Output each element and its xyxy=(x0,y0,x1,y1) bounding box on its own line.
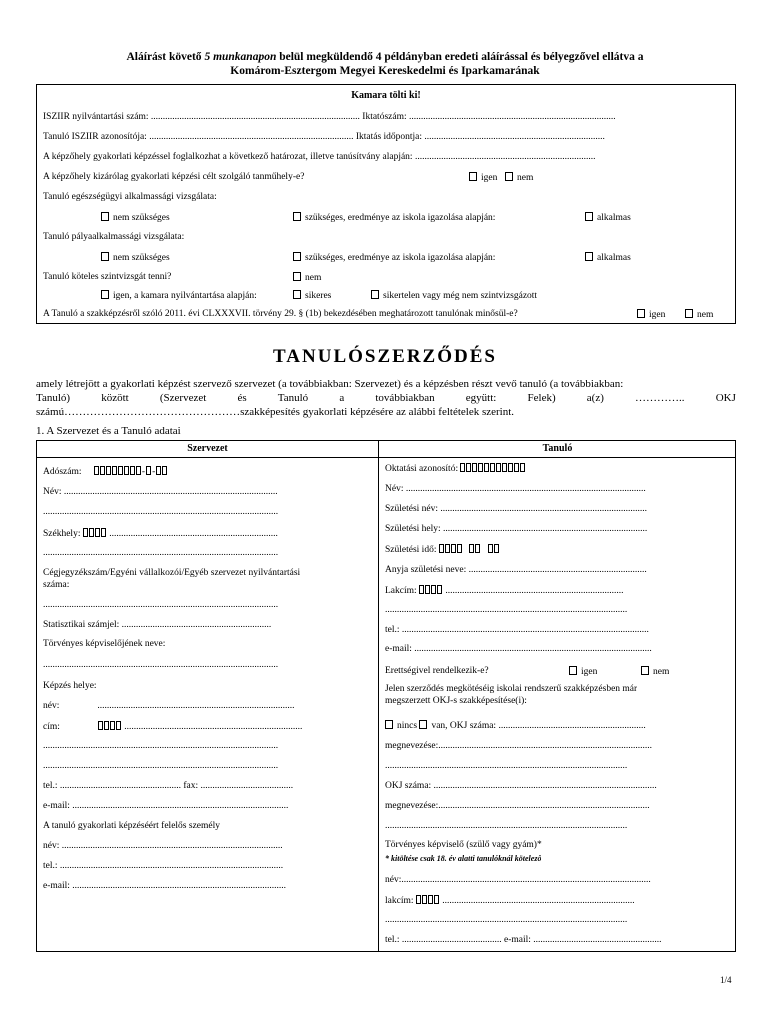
checkbox[interactable] xyxy=(101,212,109,221)
header-divider xyxy=(37,457,735,458)
kepzohely-field[interactable]: A képzőhely gyakorlati képzéssel foglalkozhat a következő határozat, illetve tanúsítvány alapján: ............................................................................ xyxy=(43,152,596,162)
kepviselo-nev-field[interactable]: név:......................................................................................................... xyxy=(385,875,651,885)
field-label: Születési idő: xyxy=(385,545,437,555)
intro-word: a xyxy=(339,392,345,404)
document-title: TANULÓSZERZŐDÉS xyxy=(273,346,497,367)
tanmuhely-nem[interactable] xyxy=(505,172,533,183)
cegjegyzek-label-2: száma: xyxy=(43,580,70,590)
checkbox[interactable] xyxy=(101,252,109,261)
okj-question-2: megszerzett OKJ-s szakképesítése(i): xyxy=(385,696,527,706)
szekhely-field[interactable] xyxy=(43,528,278,539)
felelos-email-field[interactable]: e-mail: .......................................................................................... xyxy=(43,881,287,891)
intro-line-3: számú…………………………………………szakképesítés gyakorlati képzésére az alábbi feltételek szerint. xyxy=(36,406,515,418)
megnevezese-cont[interactable]: ...................................................................................................... xyxy=(385,761,628,771)
field-label: Lakcím: xyxy=(385,586,417,596)
checkbox[interactable] xyxy=(371,290,379,299)
szuletesi-nev-field[interactable]: Születési név: ....................................................................................... xyxy=(385,504,648,514)
cegjegyzek-field[interactable]: ................................................................................................... xyxy=(43,600,279,610)
option-label: szükséges, eredménye az iskola igazolása alapján: xyxy=(305,213,496,223)
option-label: nem xyxy=(305,273,322,283)
field-label: cím: xyxy=(43,722,60,732)
chamber-box-title: Kamara tölti ki! xyxy=(351,90,421,101)
torvenyes-label: Törvényes képviselőjének neve: xyxy=(43,639,166,649)
intro-blank[interactable]: ………….. xyxy=(635,392,685,404)
felelos-nev-field[interactable]: név: ............................................................................................. xyxy=(43,841,283,851)
field-label: Adószám: xyxy=(43,467,82,477)
checkbox[interactable] xyxy=(293,272,301,281)
tel-fax-field[interactable]: tel.: ................................................... fax: ....................................... xyxy=(43,781,294,791)
egeszseg-alkalmas[interactable] xyxy=(585,212,631,223)
header xyxy=(0,50,770,78)
checkbox[interactable] xyxy=(637,309,645,318)
checkbox[interactable] xyxy=(293,290,301,299)
tanulo-nev-field[interactable]: Név: ..................................................................................................... xyxy=(385,484,646,494)
kepzes-cim-field[interactable] xyxy=(43,721,302,732)
intro-word: OKJ xyxy=(715,392,736,404)
statisztikai-field[interactable]: Statisztikai számjel: ............................................................... xyxy=(43,620,272,630)
erettsegi-nem[interactable] xyxy=(641,666,669,677)
option-label: sikeres xyxy=(305,291,332,301)
checkbox[interactable] xyxy=(469,172,477,181)
anyja-nev-field[interactable]: Anyja születési neve: ........................................................................... xyxy=(385,565,647,575)
szakkepzes-igen[interactable] xyxy=(637,309,665,320)
tanmuhely-question: A képzőhely kizárólag gyakorlati képzési célt szolgáló tanműhely-e? xyxy=(43,172,305,182)
checkbox[interactable] xyxy=(385,720,393,729)
column-divider xyxy=(378,441,379,951)
okj-nincs-van[interactable] xyxy=(385,720,646,731)
option-label: alkalmas xyxy=(597,253,631,263)
option-label: nincs xyxy=(397,721,418,731)
option-label: nem szükséges xyxy=(113,253,170,263)
okj-szama-field[interactable]: van, OKJ száma: .............................................................. xyxy=(431,721,646,731)
checkbox[interactable] xyxy=(685,309,693,318)
tanulo-tel-field[interactable]: tel.: ........................................................................................................ xyxy=(385,625,649,635)
intro-line-2 xyxy=(36,391,736,405)
option-label: igen xyxy=(481,173,498,183)
intro-word: együtt: xyxy=(465,392,497,404)
torvenyes-kepviselo-label: Törvényes képviselő (szülő vagy gyám)* xyxy=(385,840,542,850)
kepviselo-lakcim-field[interactable] xyxy=(385,895,635,906)
cegjegyzek-label: Cégjegyzékszám/Egyéni vállalkozói/Egyéb szervezet nyilvántartási xyxy=(43,568,301,578)
option-label: nem xyxy=(517,173,534,183)
palya-alkalmas[interactable] xyxy=(585,252,631,263)
checkbox[interactable] xyxy=(585,252,593,261)
adoszam-field[interactable]: Adószám: - - xyxy=(43,466,168,477)
szintvizsga-nem[interactable] xyxy=(293,272,321,283)
szervezet-nev-cont[interactable]: ................................................................................................... xyxy=(43,507,279,517)
torvenyes-field[interactable]: ................................................................................................... xyxy=(43,660,279,670)
checkbox[interactable] xyxy=(641,666,649,675)
option-label: nem szükséges xyxy=(113,213,170,223)
email-field[interactable]: e-mail: ........................................................................................... xyxy=(43,801,289,811)
okj-szama-field-2[interactable]: OKJ száma: .............................................................................................. xyxy=(385,781,657,791)
option-label: sikertelen vagy még nem szintvizsgázott xyxy=(383,291,538,301)
palya-label: Tanuló pályaalkalmassági vizsgálata: xyxy=(43,232,185,242)
tanulo-iszir-field[interactable]: Tanuló ISZIIR azonosítója: ...................................................................................... Iktatás időpontja: ............................................................................ xyxy=(43,132,605,142)
szintvizsga-igen[interactable] xyxy=(101,290,257,301)
dotted-line: ....................................................................... xyxy=(109,529,278,539)
checkbox[interactable] xyxy=(101,290,109,299)
dotted-line: ........................................................................... xyxy=(124,722,303,732)
intro-word: Tanuló) xyxy=(36,392,71,404)
checkbox[interactable] xyxy=(585,212,593,221)
option-label: alkalmas xyxy=(597,213,631,223)
field-label: lakcím: xyxy=(385,896,414,906)
option-label: nem xyxy=(697,310,714,320)
kepzes-helye-label: Képzés helye: xyxy=(43,681,97,691)
intro-word: Tanuló xyxy=(277,392,309,404)
szintvizsga-sikeres[interactable] xyxy=(293,290,331,301)
dotted-line: ................................................................................. xyxy=(442,896,635,906)
palya-szukseges[interactable] xyxy=(293,252,495,263)
data-table xyxy=(36,440,736,952)
intro-word: között xyxy=(101,392,129,404)
cim-cont-1[interactable]: ................................................................................................... xyxy=(43,741,279,751)
dotted-line: ................................................................................... xyxy=(97,701,295,711)
megnevezese-cont-2[interactable]: ...................................................................................................... xyxy=(385,821,628,831)
okj-question-1: Jelen szerződés megkötéséig iskolai rendszerű szakképzésben már xyxy=(385,684,638,694)
szintvizsga-sikertelen[interactable] xyxy=(371,290,537,301)
egeszseg-nem-szukseges[interactable] xyxy=(101,212,170,223)
palya-nem-szukseges[interactable] xyxy=(101,252,170,263)
szintvizsga-label: Tanuló köteles szintvizsgát tenni? xyxy=(43,272,172,282)
szuletesi-hely-field[interactable]: Születési hely: ...................................................................................... xyxy=(385,524,648,534)
intro-word: (Szervezet xyxy=(159,392,207,404)
egeszseg-label: Tanuló egészségügyi alkalmassági vizsgálata: xyxy=(43,192,217,202)
section-heading: 1. A Szervezet és a Tanuló adatai xyxy=(36,425,181,437)
field-label: Székhely: xyxy=(43,529,81,539)
lakcim-field[interactable] xyxy=(385,585,624,596)
szervezet-header: Szervezet xyxy=(187,443,228,454)
erettsegi-label: Érettségivel rendelkezik-e? xyxy=(385,666,489,676)
lakcim-cont[interactable]: ...................................................................................................... xyxy=(385,605,628,615)
checkbox[interactable] xyxy=(505,172,513,181)
option-label: igen xyxy=(581,667,598,677)
intro-word: és xyxy=(237,392,247,404)
checkbox[interactable] xyxy=(419,720,427,729)
dotted-line: ........................................................................... xyxy=(445,586,624,596)
kepviselo-tel-email-field[interactable]: tel.: .......................................... e-mail: ...................................................... xyxy=(385,935,662,945)
tanulo-header: Tanuló xyxy=(542,443,573,454)
header-chamber: Komárom-Esztergom Megyei Kereskedelmi és Iparkamarának xyxy=(230,65,540,77)
kitoltese-note: * kitöltése csak 18. év alatti tanulóknál kötelező xyxy=(385,854,542,863)
megnevezese-field[interactable]: megnevezése:.......................................................................................... xyxy=(385,741,653,751)
checkbox[interactable] xyxy=(293,252,301,261)
option-label: igen, a kamara nyilvántartása alapján: xyxy=(113,291,257,301)
chamber-box xyxy=(36,84,736,324)
szervezet-nev-field[interactable]: Név: .......................................................................................... xyxy=(43,487,278,497)
tanulo-email-field[interactable]: e-mail: .................................................................................................... xyxy=(385,644,652,654)
page-number: 1/4 xyxy=(720,975,732,985)
tanmuhely-igen[interactable] xyxy=(469,172,497,183)
checkbox[interactable] xyxy=(293,212,301,221)
intro-line-1: amely létrejött a gyakorlati képzést szervező szervezet (a továbbiakban: Szervezet) és a képzésben részt vevő tanuló (a továbbiakban: xyxy=(36,378,624,390)
header-deadline: 5 munkanapon xyxy=(204,51,277,63)
felelos-label: A tanuló gyakorlati képzéséért felelős személy xyxy=(43,821,221,831)
checkbox[interactable] xyxy=(569,666,577,675)
option-label: szükséges, eredménye az iskola igazolása alapján: xyxy=(305,253,496,263)
felelos-tel-field[interactable]: tel.: .............................................................................................. xyxy=(43,861,284,871)
iszir-field[interactable]: ISZIIR nyilvántartási szám: ........................................................................................ Iktatószám: ....................................................................................... xyxy=(43,112,616,122)
szekhely-cont[interactable]: ................................................................................................... xyxy=(43,548,279,558)
intro-word: a(z) xyxy=(586,392,604,404)
szakkepzes-question: A Tanuló a szakképzésről szóló 2011. évi CLXXXVII. törvény 29. § (1b) bekezdésében meghatározott tanulónak minősül-e? xyxy=(43,309,518,319)
szakkepzes-nem[interactable] xyxy=(685,309,713,320)
oktatasi-azonosito-field[interactable] xyxy=(385,463,526,474)
kepzes-nev-field[interactable] xyxy=(43,701,294,711)
field-label: név: xyxy=(43,701,60,711)
szuletesi-ido-field[interactable] xyxy=(385,544,500,555)
intro-word: továbbiakban xyxy=(375,392,435,404)
erettsegi-igen[interactable] xyxy=(569,666,597,677)
kepviselo-lakcim-cont[interactable]: ...................................................................................................... xyxy=(385,915,628,925)
field-label: Oktatási azonosító: xyxy=(385,464,459,474)
megnevezese-field-2[interactable]: megnevezése:......................................................................................... xyxy=(385,801,650,811)
cim-cont-2[interactable]: ................................................................................................... xyxy=(43,761,279,771)
header-text: Aláírást követő xyxy=(126,51,205,63)
egeszseg-szukseges[interactable] xyxy=(293,212,495,223)
option-label: nem xyxy=(653,667,670,677)
header-text: belül megküldendő 4 példányban eredeti aláírással és bélyegzővel ellátva a xyxy=(276,51,644,63)
option-label: igen xyxy=(649,310,666,320)
intro-word: Felek) xyxy=(527,392,556,404)
